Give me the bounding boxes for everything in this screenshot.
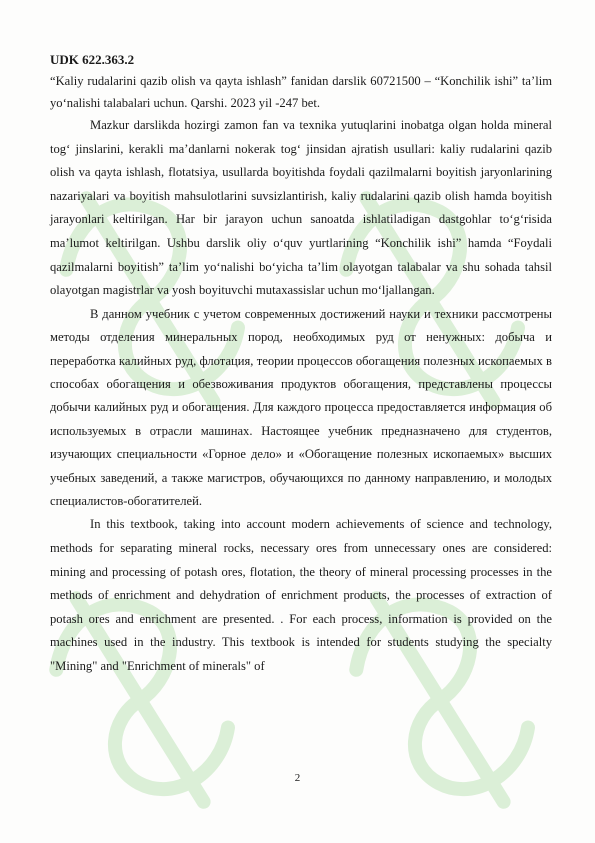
abstract-english: In this textbook, taking into account modern achievements of science and technology, methods for separating mineral rocks, necessary ores from unnecessary ones are considered: mining and processing of potash ores, flotation, the theory of mineral processing processes in the methods of enrichment and dehydration of enrichment products, the processes of extraction of potash ores and enrichment are presented. . For each process, information is provided on the machines used in the industry. This textbook is intended for students studying the specialty "Mining" and "Enrichment of minerals" of xyxy=(50,517,552,673)
page-number: 2 xyxy=(294,772,301,784)
udk-code: UDK 622.363.2 xyxy=(50,52,135,67)
abstract-russian: В данном учебник с учетом современных достижений науки и техники рассмотрены методы отделения минеральных пород, необходимых руд от ненужных: добыча и переработка калийных руд, флотация, теории процессов обогащения полезных ископаемых в способах обогащения и обезвоживания продуктов обогащения, представлены процессы добычи калийных руд и обогащения. Для каждого процесса предоставляется информация об используемых в отрасли машинах. Настоящее учебник предназначено для студентов, изучающих специальности «Горное дело» и «Обогащение полезных ископаемых» высших учебных заведений, а также магистров, обучающихся по данному направлению, и молодых специалистов-обогатителей. xyxy=(50,306,552,508)
bibliographic-reference: “Kaliy rudalarini qazib olish va qayta ishlash” fanidan darslik 60721500 – “Konchilik ishi” ta’lim yo‘nalishi talabalari uchun. Qarshi. 2023 yil -247 bet. xyxy=(50,74,552,110)
document-body xyxy=(50,50,552,679)
abstract-uzbek: Mazkur darslikda hozirgi zamon fan va texnika yutuqlarini inobatga olgan holda mineral tog‘ jinslarini, kerakli ma’danlarni nokerak tog‘ jinsidan ajratish usullari: kaliy rudalarini qazib olish va qayta ishlash, flotatsiya, usullarda boyitishda foydali qazilmalarni boyitish jaryonlarining nazariyalari va boyitish mahsulotlarini suvsizlantirish, kaliy rudalarini qazib olish hamda boyitish jarayonlari keltirilgan. Har bir jarayon uchun sanoatda ishlatiladigan dastgohlar to‘g‘risida ma’lumot keltirilgan. Ushbu darslik oliy o‘quv yurtlarining “Konchilik ishi” hamda “Foydali qazilmalarni boyitish” ta’lim yo‘nalishi bo‘yicha ta’lim olayotgan talabalar va shu sohada tahsil olayotgan magistrlar va yosh boyituvchi mutaxassislar uchun mo‘ljallangan. xyxy=(50,118,552,298)
